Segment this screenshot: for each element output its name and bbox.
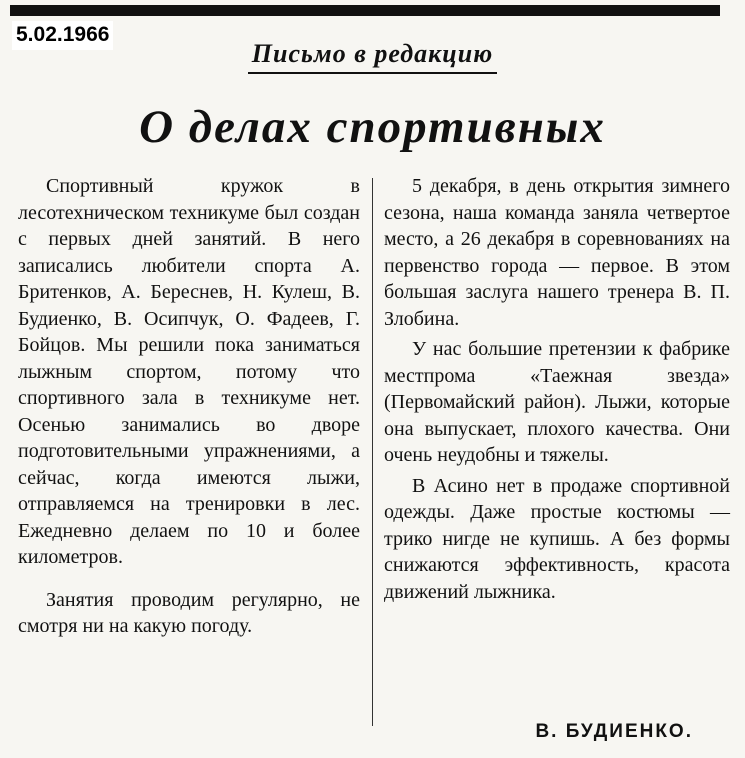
author-signature: В. БУДИЕНКО. <box>535 721 693 742</box>
date-label: 5.02.1966 <box>12 21 113 50</box>
article-headline: О делах спортивных <box>139 101 606 153</box>
article-paragraph: 5 декабря, в день открытия зимнего сезона, наша команда заняла четвертое место, а 26 декабря в соревнованиях на первенство города — первое. В этом большая заслуга нашего тренера В. П. Злобина. <box>384 175 730 330</box>
top-rule <box>10 5 720 16</box>
article-paragraph: В Асино нет в продаже спортивной одежды. Даже простые костюмы — трико нигде не купишь. А без формы снижаются эффективность, красота движений лыжника. <box>384 474 730 603</box>
article-column-right <box>384 173 730 605</box>
column-divider <box>372 178 373 726</box>
article-column-left <box>18 173 360 640</box>
article-paragraph: У нас большие претензии к фабрике местпрома «Таежная звезда» (Первомайский район). Лыжи, которые она выпускает, плохого качества. Они очень неудобны и тяжелы. <box>384 338 730 466</box>
article-paragraph: Занятия проводим регулярно, не смотря ни на какую погоду. <box>18 588 360 637</box>
article-paragraph: Спортивный кружок в лесотехническом техникуме был создан с первых дней занятий. В него записались любители спорта А. Бритенков, А. Береснев, Н. Кулеш, В. Будиенко, В. Осипчук, О. Фадеев, Г. Бойцов. Мы решили пока заниматься лыжным спортом, потому что спортивного зала в техникуме нет. Осенью занимались во дворе подготовительными упражнениями, а сейчас, когда имеются лыжи, отправляемся на тренировки в лес. Ежедневно делаем по 10 и более километров. <box>18 175 360 568</box>
rubric-heading <box>0 38 745 74</box>
rubric-text: Письмо в редакцию <box>248 38 497 74</box>
